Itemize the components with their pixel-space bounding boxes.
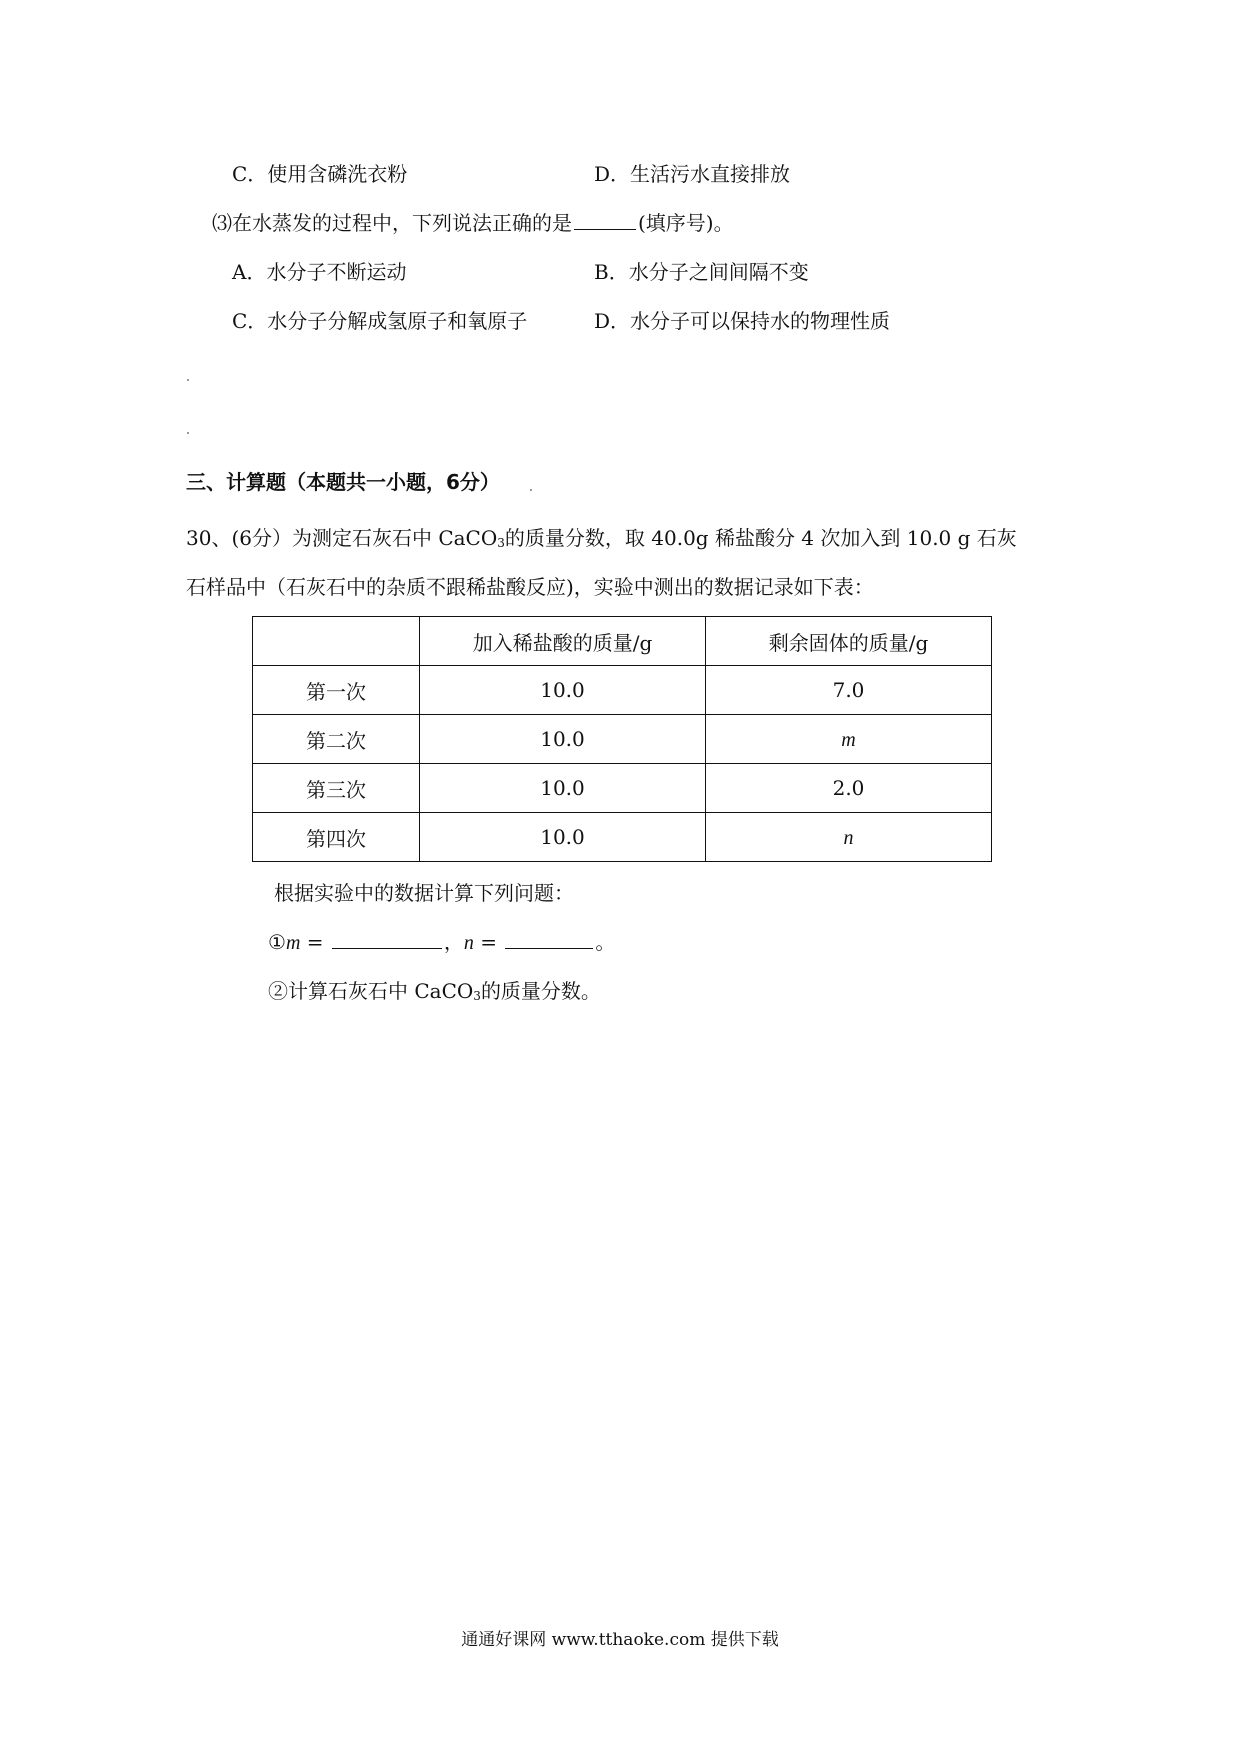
q3-option-c: C．水分子分解成氢原子和氧原子 [232, 309, 528, 333]
page-footer: 通通好课网 www.tthaoke.com 提供下载 [461, 1630, 779, 1650]
table-cell-acid: 10.0 [420, 666, 706, 715]
q30-line-1a: 30、(6分）为测定石灰石中 CaCO [186, 526, 498, 550]
table-row [253, 813, 992, 862]
q30-sub2-b: 的质量分数。 [480, 979, 601, 1003]
table-row [253, 715, 992, 764]
table-header-cell: 剩余固体的质量/g [706, 617, 992, 666]
table-cell-acid: 10.0 [420, 764, 706, 813]
scan-dot [530, 489, 532, 491]
scan-dot [187, 379, 189, 381]
table-row [253, 666, 992, 715]
q3-answer-blank [574, 209, 636, 230]
q30-line-2: 石样品中（石灰石中的杂质不跟稀盐酸反应)，实验中测出的数据记录如下表： [186, 575, 874, 599]
data-table [252, 616, 992, 862]
equals-sign: = [473, 930, 504, 954]
table-cell-solid [706, 715, 992, 764]
q30-line-1 [186, 524, 1017, 557]
table-cell-solid [706, 813, 992, 862]
q30-sub2-subscript: 3 [473, 989, 481, 1003]
q2-option-c: C．使用含磷洗衣粉 [232, 162, 408, 186]
q3-option-a: A．水分子不断运动 [232, 260, 407, 284]
comma: ， [443, 930, 464, 954]
period: 。 [595, 930, 616, 954]
table-header-cell: 加入稀盐酸的质量/g [420, 617, 706, 666]
q3-option-d: D．水分子可以保持水的物理性质 [594, 309, 891, 333]
q30-instruction: 根据实验中的数据计算下列问题： [274, 881, 574, 905]
table-cell-label: 第一次 [253, 666, 420, 715]
variable-m: m [841, 728, 856, 751]
q30-subscript: 3 [497, 536, 505, 550]
variable-n: n [463, 932, 474, 954]
q30-sub2 [268, 977, 601, 1010]
table-header-row [253, 617, 992, 666]
q3-option-b: B．水分子之间间隔不变 [594, 260, 809, 284]
variable-n: n [843, 826, 854, 849]
table-cell-solid: 2.0 [706, 764, 992, 813]
scan-dot [187, 432, 189, 434]
q2-option-d: D．生活污水直接排放 [594, 162, 791, 186]
q3-prefix: ⑶在水蒸发的过程中，下列说法正确的是 [212, 211, 572, 235]
table-cell-label: 第二次 [253, 715, 420, 764]
m-answer-blank [332, 928, 442, 949]
circled-one: ① [268, 930, 286, 954]
table-cell-solid: 7.0 [706, 666, 992, 715]
q30-sub2-a: ②计算石灰石中 CaCO [268, 979, 474, 1003]
table-cell-label: 第三次 [253, 764, 420, 813]
q3-stem [212, 209, 734, 237]
q3-suffix: (填序号)。 [638, 211, 734, 235]
q30-line-1b: 的质量分数，取 40.0g 稀盐酸分 4 次加入到 10.0 g 石灰 [504, 526, 1017, 550]
table-cell-label: 第四次 [253, 813, 420, 862]
q30-sub1 [268, 928, 615, 957]
table-header-cell [253, 617, 420, 666]
table-cell-acid: 10.0 [420, 715, 706, 764]
n-answer-blank [505, 928, 593, 949]
equals-sign: = [300, 930, 330, 954]
table-row [253, 764, 992, 813]
section-heading: 三、计算题（本题共一小题，6分） [186, 470, 500, 494]
variable-m: m [285, 932, 301, 954]
table-cell-acid: 10.0 [420, 813, 706, 862]
